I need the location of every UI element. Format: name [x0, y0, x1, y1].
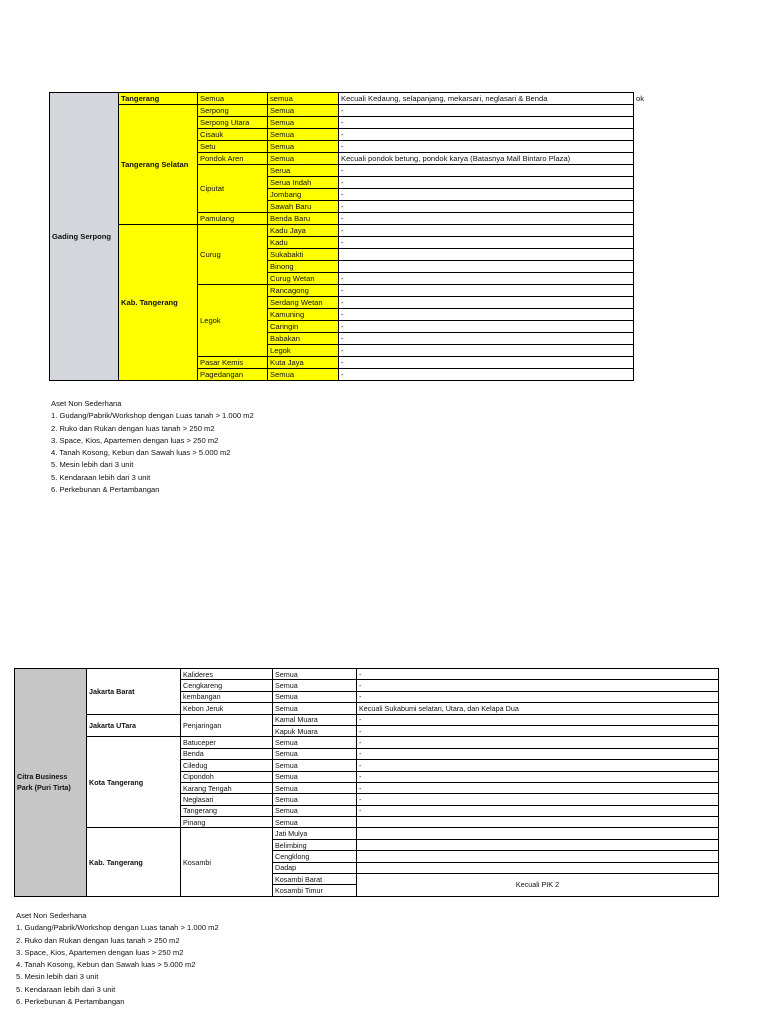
- kecamatan-cell: Penjaringan: [181, 714, 273, 737]
- kecamatan-cell: Benda: [181, 748, 273, 759]
- note-cell: -: [357, 805, 719, 816]
- kecamatan-cell: Cipondoh: [181, 771, 273, 782]
- notes-item: 6. Perkebunan & Pertambangan: [16, 997, 125, 1007]
- area-cell: Jakarta Barat: [87, 669, 181, 715]
- kelurahan-cell: Semua: [273, 680, 357, 691]
- note-cell: -: [357, 691, 719, 702]
- note-cell: -: [357, 760, 719, 771]
- kecamatan-cell: Serpong: [198, 105, 268, 117]
- kecamatan-cell: Serpong Utara: [198, 117, 268, 129]
- kelurahan-cell: Curug Wetan: [268, 273, 339, 285]
- kelurahan-cell: Legok: [268, 345, 339, 357]
- kelurahan-cell: Kosambi Barat: [273, 874, 357, 885]
- note-cell: [339, 261, 634, 273]
- note-cell: [357, 862, 719, 873]
- note-cell: [357, 851, 719, 862]
- notes-item: 5. Mesin lebih dari 3 unit: [51, 460, 134, 470]
- kelurahan-cell: Belimbing: [273, 839, 357, 850]
- note-cell: -: [339, 297, 634, 309]
- kecamatan-cell: Ciputat: [198, 165, 268, 213]
- kelurahan-cell: Semua: [273, 782, 357, 793]
- notes-item: 1. Gudang/Pabrik/Workshop dengan Luas tanah > 1.000 m2: [16, 923, 219, 933]
- kecamatan-cell: Cisauk: [198, 129, 268, 141]
- note-cell: [357, 839, 719, 850]
- notes-item: 5. Mesin lebih dari 3 unit: [16, 972, 99, 982]
- kecamatan-cell: Pagedangan: [198, 369, 268, 381]
- kelurahan-cell: Cengklong: [273, 851, 357, 862]
- notes-item: 5. Kendaraan lebih dari 3 unit: [51, 472, 151, 482]
- note-cell: [357, 828, 719, 839]
- note-cell: -: [339, 309, 634, 321]
- kecamatan-cell: Kalideres: [181, 669, 273, 680]
- note-cell: -: [339, 225, 634, 237]
- kelurahan-cell: Semua: [268, 153, 339, 165]
- kelurahan-cell: Kuta Jaya: [268, 357, 339, 369]
- note-cell: -: [339, 273, 634, 285]
- notes-title: Aset Non Sederhana: [16, 911, 87, 920]
- kelurahan-cell: Semua: [273, 703, 357, 714]
- area-cell: Tangerang: [119, 93, 198, 105]
- note-cell: -: [339, 141, 634, 153]
- area-cell: Kab. Tangerang: [87, 828, 181, 896]
- note-cell: -: [339, 369, 634, 381]
- note-cell: -: [339, 129, 634, 141]
- note-cell: Kecuali Kedaung, selapanjang, mekarsari, neglasari & Benda: [339, 93, 634, 105]
- kelurahan-cell: Caringin: [268, 321, 339, 333]
- note-cell: [357, 817, 719, 828]
- notes-item: 2. Ruko dan Rukan dengan luas tanah > 250 m2: [16, 935, 180, 945]
- area-cell: Jakarta UTara: [87, 714, 181, 737]
- note-cell: [339, 249, 634, 261]
- kelurahan-cell: Semua: [268, 141, 339, 153]
- group-cell: Gading Serpong: [50, 93, 119, 381]
- note-cell: Kecuali PIK 2: [357, 874, 719, 897]
- note-cell: -: [339, 357, 634, 369]
- kelurahan-cell: Semua: [273, 817, 357, 828]
- kecamatan-cell: Pasar Kemis: [198, 357, 268, 369]
- kelurahan-cell: Serua Indah: [268, 177, 339, 189]
- note-cell: -: [357, 748, 719, 759]
- note-cell: -: [357, 680, 719, 691]
- kelurahan-cell: Semua: [273, 737, 357, 748]
- area-cell: Kab. Tangerang: [119, 225, 198, 381]
- note-cell: -: [357, 794, 719, 805]
- citra-business-park-table: [14, 668, 719, 897]
- kelurahan-cell: Semua: [273, 669, 357, 680]
- note-cell: -: [339, 117, 634, 129]
- extra-note: ok: [636, 93, 645, 103]
- note-cell: -: [339, 213, 634, 225]
- notes-item: 3. Space, Kios, Apartemen dengan luas > 250 m2: [16, 947, 184, 957]
- note-cell: -: [357, 737, 719, 748]
- kecamatan-cell: Pondok Aren: [198, 153, 268, 165]
- area-cell: Kota Tangerang: [87, 737, 181, 828]
- kelurahan-cell: Kadu: [268, 237, 339, 249]
- notes-item: 1. Gudang/Pabrik/Workshop dengan Luas tanah > 1.000 m2: [51, 411, 254, 421]
- kelurahan-cell: semua: [268, 93, 339, 105]
- kelurahan-cell: Binong: [268, 261, 339, 273]
- kelurahan-cell: Benda Baru: [268, 213, 339, 225]
- kelurahan-cell: Semua: [273, 771, 357, 782]
- kelurahan-cell: Semua: [268, 129, 339, 141]
- note-cell: -: [357, 714, 719, 725]
- group-cell: Citra Business Park (Puri Tirta): [15, 669, 87, 897]
- notes-item: 4. Tanah Kosong, Kebun dan Sawah luas > 5.000 m2: [51, 448, 231, 458]
- kecamatan-cell: Batuceper: [181, 737, 273, 748]
- kecamatan-cell: Pamulang: [198, 213, 268, 225]
- area-cell: Tangerang Selatan: [119, 105, 198, 225]
- note-cell: -: [339, 177, 634, 189]
- kelurahan-cell: Semua: [273, 805, 357, 816]
- kelurahan-cell: Kosambi Timur: [273, 885, 357, 896]
- kecamatan-cell: Tangerang: [181, 805, 273, 816]
- notes-item: 3. Space, Kios, Apartemen dengan luas > 250 m2: [51, 435, 219, 445]
- note-cell: -: [357, 771, 719, 782]
- kecamatan-cell: Ciledug: [181, 760, 273, 771]
- notes-item: 5. Kendaraan lebih dari 3 unit: [16, 984, 116, 994]
- notes-item: 4. Tanah Kosong, Kebun dan Sawah luas > 5.000 m2: [16, 960, 196, 970]
- kecamatan-cell: Kosambi: [181, 828, 273, 896]
- kelurahan-cell: Sawah Baru: [268, 201, 339, 213]
- kecamatan-cell: Kebon Jeruk: [181, 703, 273, 714]
- kelurahan-cell: Serdang Wetan: [268, 297, 339, 309]
- note-cell: Kecuali pondok betung, pondok karya (Batasnya Mall Bintaro Plaza): [339, 153, 634, 165]
- kecamatan-cell: Semua: [198, 93, 268, 105]
- kelurahan-cell: Semua: [268, 117, 339, 129]
- gading-serpong-table: [49, 92, 674, 381]
- kelurahan-cell: Semua: [268, 105, 339, 117]
- kelurahan-cell: Semua: [273, 748, 357, 759]
- kelurahan-cell: Semua: [268, 369, 339, 381]
- note-cell: -: [339, 333, 634, 345]
- kelurahan-cell: Dadap: [273, 862, 357, 873]
- kelurahan-cell: Kamal Muara: [273, 714, 357, 725]
- asset-notes: [16, 910, 219, 1008]
- kecamatan-cell: Curug: [198, 225, 268, 285]
- kelurahan-cell: Kamuning: [268, 309, 339, 321]
- note-cell: -: [357, 725, 719, 736]
- notes-item: 2. Ruko dan Rukan dengan luas tanah > 250 m2: [51, 423, 215, 433]
- kelurahan-cell: Kapuk Muara: [273, 725, 357, 736]
- kecamatan-cell: Karang Tengah: [181, 782, 273, 793]
- kecamatan-cell: Pinang: [181, 817, 273, 828]
- kecamatan-cell: Cengkareng: [181, 680, 273, 691]
- kecamatan-cell: kembangan: [181, 691, 273, 702]
- kecamatan-cell: Neglasari: [181, 794, 273, 805]
- note-cell: -: [339, 165, 634, 177]
- asset-notes: [51, 398, 254, 496]
- note-cell: -: [357, 669, 719, 680]
- kelurahan-cell: Rancagong: [268, 285, 339, 297]
- kelurahan-cell: Jombang: [268, 189, 339, 201]
- note-cell: Kecuali Sukabumi selatan, Utara, dan Kelapa Dua: [357, 703, 719, 714]
- kelurahan-cell: Sukabakti: [268, 249, 339, 261]
- note-cell: -: [357, 782, 719, 793]
- note-cell: -: [339, 345, 634, 357]
- note-cell: -: [339, 321, 634, 333]
- note-cell: -: [339, 201, 634, 213]
- notes-item: 6. Perkebunan & Pertambangan: [51, 485, 160, 495]
- kecamatan-cell: Legok: [198, 285, 268, 357]
- note-cell: -: [339, 105, 634, 117]
- note-cell: -: [339, 285, 634, 297]
- kelurahan-cell: Semua: [273, 760, 357, 771]
- kelurahan-cell: Jati Mulya: [273, 828, 357, 839]
- kelurahan-cell: Serua: [268, 165, 339, 177]
- notes-title: Aset Non Sederhana: [51, 399, 122, 408]
- note-cell: -: [339, 237, 634, 249]
- kecamatan-cell: Setu: [198, 141, 268, 153]
- kelurahan-cell: Babakan: [268, 333, 339, 345]
- kelurahan-cell: Semua: [273, 794, 357, 805]
- kelurahan-cell: Kadu Jaya: [268, 225, 339, 237]
- kelurahan-cell: Semua: [273, 691, 357, 702]
- note-cell: -: [339, 189, 634, 201]
